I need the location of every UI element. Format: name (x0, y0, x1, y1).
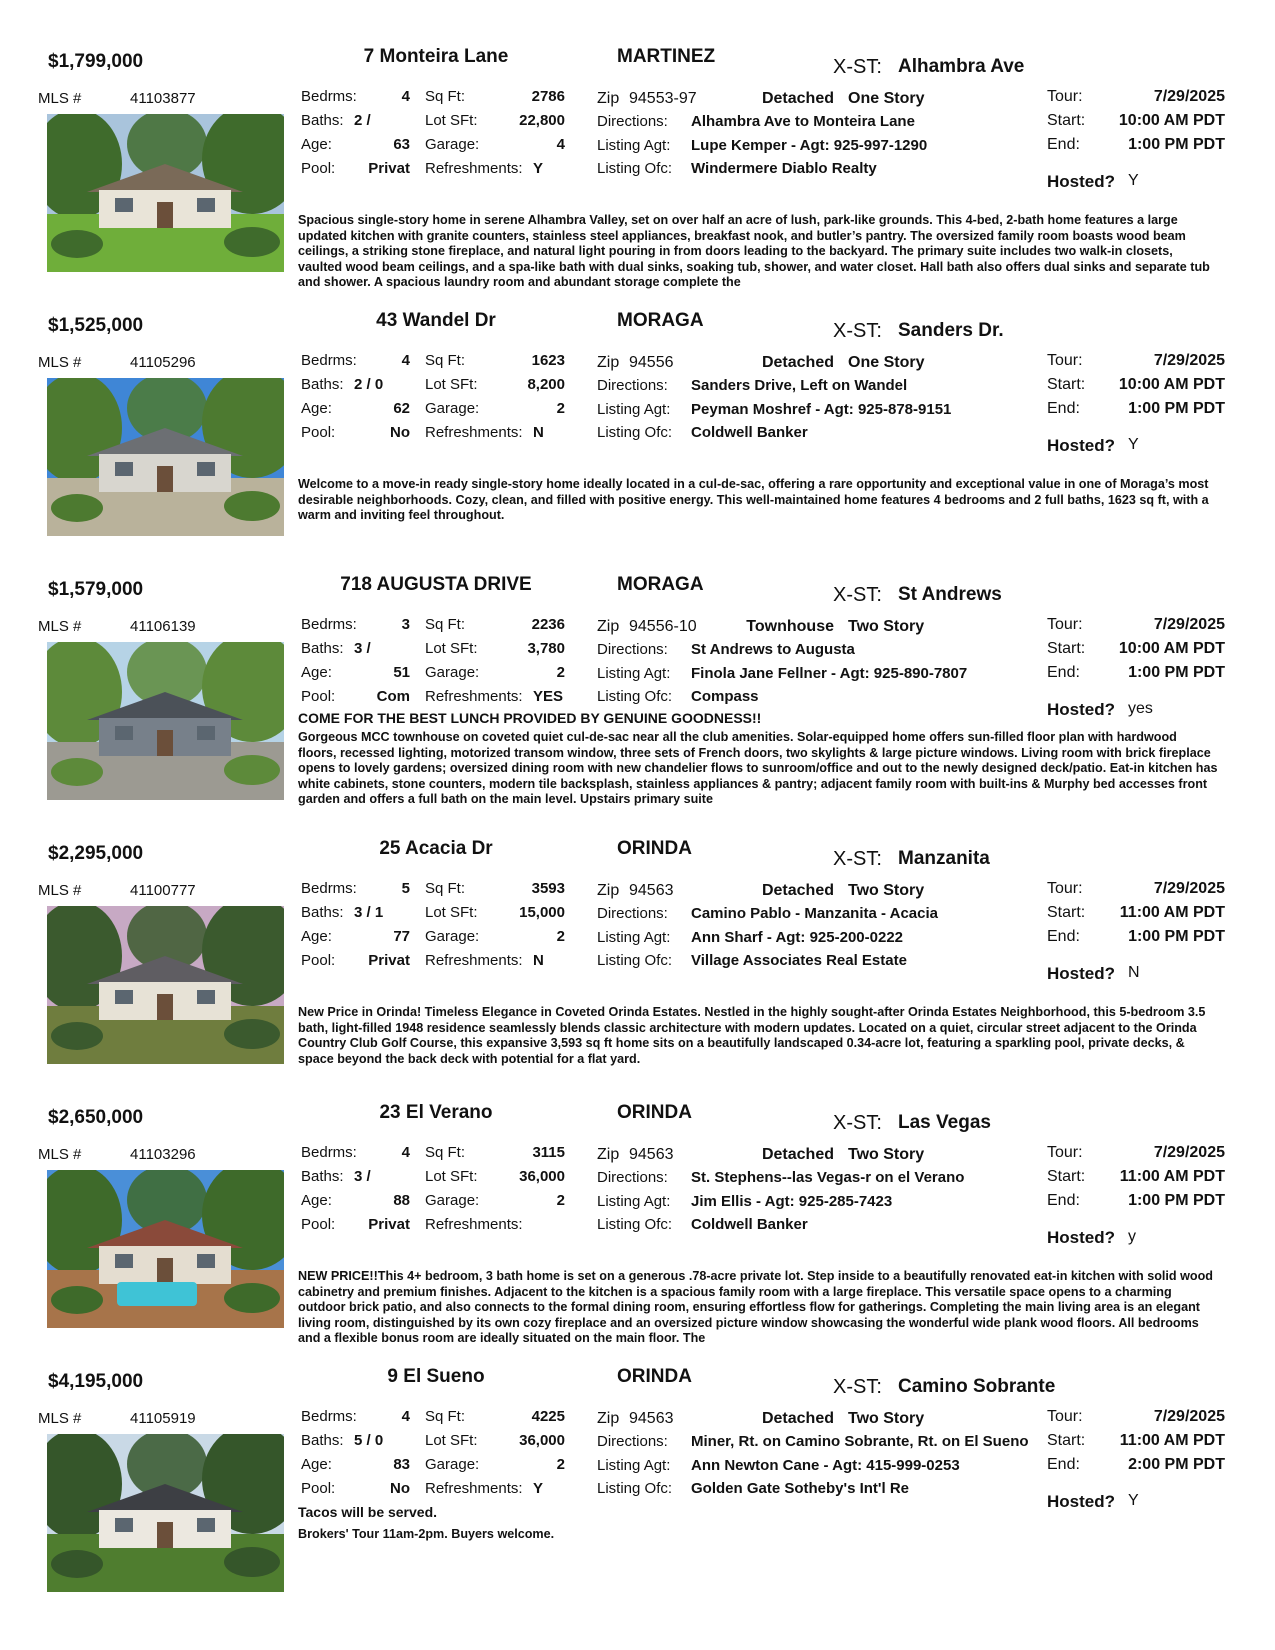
bedrooms-label: Bedrms: (301, 1408, 357, 1425)
zip-label: Zip (597, 618, 620, 635)
pool-label: Pool: (301, 952, 336, 969)
start-label: Start: (1047, 904, 1086, 921)
property-stories: One Story (848, 90, 925, 107)
property-type: Detached (761, 1410, 834, 1427)
listing-block (0, 564, 1275, 824)
lot-sqft-label: Lot SFt: (425, 640, 478, 657)
sqft-label: Sq Ft: (425, 880, 466, 897)
garage-value: 2 (556, 400, 565, 417)
baths-label: Baths: (301, 640, 344, 657)
property-type: Townhouse (746, 618, 834, 635)
zip-value: 94563 (629, 1410, 674, 1427)
zip-label: Zip (597, 1146, 620, 1163)
listing-description: Spacious single-story home in serene Alhambra Valley, set on over half an acre of lush, park-like grounds. This 4-bed, 2-bath home features a large updated kitchen with granite counters, stainless steel appliances, breakfast nook, and butler’s pantry. The oversized family room boasts wood beam ceilings, a striking stone fireplace, and natural light pouring in from doors leading to the backyard. The primary suite includes two walk-in closets, vaulted wood beam ceilings, and a spa-like bath with dual sinks, soaking tub, shower, and water closet. Hall bath also offers dual sinks and separate tub and shower. A spacious laundry room and abundant storage complete the (298, 213, 1210, 290)
lot-sqft-value: 22,800 (519, 112, 565, 129)
house-illustration (47, 378, 284, 536)
age-label: Age: (301, 1192, 332, 1209)
listing-photo (47, 642, 284, 800)
garage-label: Garage: (425, 928, 480, 945)
directions-label: Directions: (597, 905, 668, 922)
pool-value: No (390, 1480, 410, 1497)
cross-street-label: X-ST: (833, 1376, 882, 1398)
pool-shape (117, 1282, 197, 1306)
listing-city: ORINDA (617, 1102, 692, 1123)
listing-description: NEW PRICE!!This 4+ bedroom, 3 bath home is set on a generous .78-acre private lot. Step inside to a beautifully renovated eat-in kitchen with solid wood cabinetry and premium finishes. Adjacent to the kitchen is a spacious family room with a large fireplace. This versatile space opens to a charming outdoor brick patio, and also connects to the formal dining room, ensuring effortless flow for gatherings. Completing the main living area is an elegant living room, distinguished by its own cozy fireplace and an oversized picture window showcasing the wonderful wide plank wood floors. All bedrooms and a flexible bonus room are ideally situated on the main floor. The (298, 1269, 1213, 1346)
listing-agent-label: Listing Agt: (597, 929, 671, 946)
property-type: Detached (761, 354, 834, 371)
listing-office-label: Listing Ofc: (597, 424, 673, 441)
house-illustration (47, 906, 284, 1064)
listing-agent-value: Finola Jane Fellner - Agt: 925-890-7807 (691, 665, 968, 682)
start-time: 10:00 AM PDT (1118, 376, 1225, 393)
directions-value: St. Stephens--las Vegas-r on el Verano (691, 1169, 965, 1186)
directions-value: Camino Pablo - Manzanita - Acacia (691, 905, 938, 922)
tour-date: 7/29/2025 (1153, 880, 1225, 897)
house-illustration (47, 114, 284, 272)
garage-label: Garage: (425, 136, 480, 153)
tour-date: 7/29/2025 (1153, 88, 1225, 105)
property-type: Detached (761, 882, 834, 899)
listing-price: $2,295,000 (48, 843, 144, 864)
baths-label: Baths: (301, 1432, 344, 1449)
listing-office-label: Listing Ofc: (597, 688, 673, 705)
refreshments-label: Refreshments: (425, 160, 523, 177)
sqft-value: 1623 (531, 352, 565, 369)
listing-city: ORINDA (617, 1366, 692, 1387)
pool-value: No (390, 424, 410, 441)
mls-label: MLS # (38, 882, 82, 899)
listing-price: $4,195,000 (48, 1371, 144, 1392)
listing-photo (47, 114, 284, 272)
listing-agent-value: Ann Newton Cane - Agt: 415-999-0253 (691, 1457, 960, 1474)
age-value: 88 (393, 1192, 410, 1209)
end-time: 1:00 PM PDT (1128, 1192, 1225, 1209)
listing-office-value: Golden Gate Sotheby's Int'l Re (691, 1480, 909, 1497)
listing-photo (47, 1434, 284, 1592)
sqft-label: Sq Ft: (425, 1408, 466, 1425)
cross-street-label: X-ST: (833, 56, 882, 78)
listing-office-value: Coldwell Banker (691, 1216, 808, 1233)
property-stories: Two Story (848, 618, 925, 635)
zip-label: Zip (597, 90, 620, 107)
lot-sqft-value: 8,200 (527, 376, 565, 393)
refreshments-value: Y (533, 1480, 544, 1497)
end-label: End: (1047, 400, 1080, 417)
cross-street-value: Manzanita (898, 848, 990, 869)
listing-photo (47, 378, 284, 536)
baths-label: Baths: (301, 376, 344, 393)
refreshments-value: N (533, 952, 544, 969)
property-stories: Two Story (848, 1410, 925, 1427)
refreshments-label: Refreshments: (425, 1480, 523, 1497)
listing-description: Welcome to a move-in ready single-story home ideally located in a cul-de-sac, offering a rare opportunity and exceptional value in one of Moraga’s most desirable neighborhoods. Cozy, clean, and filled with positive energy. This well-maintained home features 4 bedrooms and 2 full baths, 1623 sq ft, with a warm and inviting feel throughout. (298, 477, 1209, 523)
mls-number: 41103296 (130, 1146, 196, 1163)
garage-value: 2 (556, 928, 565, 945)
tour-label: Tour: (1047, 1144, 1083, 1161)
bedrooms-value: 4 (401, 88, 410, 105)
listing-agent-value: Jim Ellis - Agt: 925-285-7423 (691, 1193, 893, 1210)
mls-label: MLS # (38, 1410, 82, 1427)
start-time: 10:00 AM PDT (1118, 112, 1225, 129)
hosted-label: Hosted? (1047, 1228, 1115, 1247)
directions-value: Miner, Rt. on Camino Sobrante, Rt. on El Sueno (691, 1433, 1029, 1450)
pool-label: Pool: (301, 424, 336, 441)
listing-block (0, 1356, 1275, 1616)
listing-office-label: Listing Ofc: (597, 952, 673, 969)
garage-value: 4 (556, 136, 565, 153)
sqft-label: Sq Ft: (425, 352, 466, 369)
house-illustration (47, 1434, 284, 1592)
end-label: End: (1047, 1192, 1080, 1209)
zip-value: 94556 (629, 354, 674, 371)
refreshments-label: Refreshments: (425, 688, 523, 705)
listing-city: MARTINEZ (617, 46, 716, 67)
sqft-label: Sq Ft: (425, 88, 466, 105)
tour-label: Tour: (1047, 352, 1083, 369)
hosted-label: Hosted? (1047, 172, 1115, 191)
house-illustration (47, 642, 284, 800)
tour-date: 7/29/2025 (1153, 1408, 1225, 1425)
age-label: Age: (301, 400, 332, 417)
listing-office-label: Listing Ofc: (597, 1480, 673, 1497)
bedrooms-value: 3 (401, 616, 410, 633)
start-time: 10:00 AM PDT (1118, 640, 1225, 657)
lot-sqft-label: Lot SFt: (425, 376, 478, 393)
listing-remark: Brokers' Tour 11am-2pm. Buyers welcome. (298, 1527, 555, 1541)
zip-label: Zip (597, 354, 620, 371)
refreshments-label: Refreshments: (425, 1216, 523, 1233)
cross-street-value: Alhambra Ave (898, 56, 1025, 77)
cross-street-label: X-ST: (833, 320, 882, 342)
tour-label: Tour: (1047, 880, 1083, 897)
mls-label: MLS # (38, 90, 82, 107)
sqft-value: 2236 (531, 616, 565, 633)
baths-label: Baths: (301, 904, 344, 921)
house-illustration (47, 1170, 284, 1328)
mls-number: 41105919 (130, 1410, 196, 1427)
bedrooms-label: Bedrms: (301, 1144, 357, 1161)
listing-block (0, 300, 1275, 560)
garage-label: Garage: (425, 400, 480, 417)
cross-street-label: X-ST: (833, 1112, 882, 1134)
bedrooms-value: 4 (401, 1144, 410, 1161)
baths-label: Baths: (301, 112, 344, 129)
tour-label: Tour: (1047, 88, 1083, 105)
pool-label: Pool: (301, 688, 336, 705)
listing-photo (47, 906, 284, 1064)
baths-value: 3 / (354, 640, 371, 657)
zip-value: 94563 (629, 1146, 674, 1163)
tour-label: Tour: (1047, 1408, 1083, 1425)
lot-sqft-value: 3,780 (527, 640, 565, 657)
pool-label: Pool: (301, 160, 336, 177)
listing-address: 25 Acacia Dr (379, 838, 493, 859)
property-stories: One Story (848, 354, 925, 371)
start-label: Start: (1047, 1432, 1086, 1449)
lot-sqft-value: 36,000 (519, 1432, 565, 1449)
garage-label: Garage: (425, 1192, 480, 1209)
mls-label: MLS # (38, 618, 82, 635)
zip-label: Zip (597, 882, 620, 899)
end-label: End: (1047, 136, 1080, 153)
lot-sqft-label: Lot SFt: (425, 904, 478, 921)
listing-city: MORAGA (617, 574, 704, 595)
listing-agent-value: Peyman Moshref - Agt: 925-878-9151 (691, 401, 952, 418)
baths-value: 2 / 0 (354, 376, 384, 393)
sqft-value: 2786 (531, 88, 565, 105)
pool-value: Privat (368, 1216, 410, 1233)
mls-number: 41100777 (130, 882, 196, 899)
pool-value: Privat (368, 160, 410, 177)
bedrooms-label: Bedrms: (301, 88, 357, 105)
listing-address: 43 Wandel Dr (376, 310, 496, 331)
garage-label: Garage: (425, 1456, 480, 1473)
listing-agent-label: Listing Agt: (597, 401, 671, 418)
start-time: 11:00 AM PDT (1119, 904, 1225, 921)
sqft-label: Sq Ft: (425, 1144, 466, 1161)
age-label: Age: (301, 928, 332, 945)
tour-date: 7/29/2025 (1153, 352, 1225, 369)
zip-value: 94556-10 (629, 618, 697, 635)
lot-sqft-label: Lot SFt: (425, 112, 478, 129)
start-time: 11:00 AM PDT (1119, 1432, 1225, 1449)
hosted-value: y (1128, 1228, 1136, 1245)
cross-street-value: Camino Sobrante (898, 1376, 1056, 1397)
listing-office-value: Windermere Diablo Realty (691, 160, 877, 177)
mls-number: 41103877 (130, 90, 196, 107)
pool-label: Pool: (301, 1216, 336, 1233)
zip-value: 94563 (629, 882, 674, 899)
hosted-value: Y (1128, 1492, 1139, 1509)
cross-street-label: X-ST: (833, 848, 882, 870)
listing-office-label: Listing Ofc: (597, 1216, 673, 1233)
mls-number: 41105296 (130, 354, 196, 371)
bedrooms-value: 4 (401, 1408, 410, 1425)
refreshments-label: Refreshments: (425, 952, 523, 969)
refreshments-label: Refreshments: (425, 424, 523, 441)
hosted-label: Hosted? (1047, 964, 1115, 983)
end-label: End: (1047, 1456, 1080, 1473)
sqft-value: 3115 (532, 1144, 565, 1161)
listing-address: 9 El Sueno (387, 1366, 485, 1387)
bedrooms-value: 5 (401, 880, 410, 897)
directions-label: Directions: (597, 113, 668, 130)
directions-label: Directions: (597, 641, 668, 658)
pool-value: Privat (368, 952, 410, 969)
zip-label: Zip (597, 1410, 620, 1427)
listing-agent-label: Listing Agt: (597, 1457, 671, 1474)
bedrooms-label: Bedrms: (301, 616, 357, 633)
listing-block (0, 36, 1275, 296)
hosted-label: Hosted? (1047, 1492, 1115, 1511)
listing-block (0, 1092, 1275, 1352)
pool-value: Com (376, 688, 410, 705)
end-label: End: (1047, 928, 1080, 945)
garage-value: 2 (556, 1456, 565, 1473)
lot-sqft-value: 36,000 (519, 1168, 565, 1185)
start-label: Start: (1047, 1168, 1086, 1185)
mls-label: MLS # (38, 354, 82, 371)
refreshments-value: YES (533, 688, 564, 705)
end-time: 1:00 PM PDT (1128, 664, 1225, 681)
age-value: 51 (393, 664, 410, 681)
listing-price: $1,525,000 (48, 315, 144, 336)
cross-street-value: Las Vegas (898, 1112, 991, 1133)
listing-office-value: Compass (691, 688, 759, 705)
end-time: 2:00 PM PDT (1128, 1456, 1225, 1473)
start-time: 11:00 AM PDT (1119, 1168, 1225, 1185)
listing-photo (47, 1170, 284, 1328)
cross-street-value: Sanders Dr. (898, 320, 1004, 341)
start-label: Start: (1047, 640, 1086, 657)
property-stories: Two Story (848, 882, 925, 899)
age-label: Age: (301, 1456, 332, 1473)
directions-label: Directions: (597, 1433, 668, 1450)
listing-price: $1,579,000 (48, 579, 144, 600)
baths-value: 5 / 0 (354, 1432, 384, 1449)
hosted-label: Hosted? (1047, 700, 1115, 719)
listing-office-label: Listing Ofc: (597, 160, 673, 177)
listing-block (0, 828, 1275, 1088)
hosted-value: yes (1128, 700, 1153, 717)
tour-date: 7/29/2025 (1153, 616, 1225, 633)
hosted-value: Y (1128, 436, 1139, 453)
age-label: Age: (301, 664, 332, 681)
cross-street-value: St Andrews (898, 584, 1002, 605)
baths-value: 3 / (354, 1168, 371, 1185)
directions-value: Alhambra Ave to Monteira Lane (691, 113, 915, 130)
age-value: 83 (393, 1456, 410, 1473)
listing-agent-value: Lupe Kemper - Agt: 925-997-1290 (691, 137, 928, 154)
listing-city: ORINDA (617, 838, 692, 859)
garage-value: 2 (556, 1192, 565, 1209)
pool-label: Pool: (301, 1480, 336, 1497)
listing-price: $1,799,000 (48, 51, 144, 72)
directions-label: Directions: (597, 377, 668, 394)
sqft-value: 4225 (531, 1408, 565, 1425)
age-value: 62 (393, 400, 410, 417)
garage-label: Garage: (425, 664, 480, 681)
start-label: Start: (1047, 112, 1086, 129)
end-time: 1:00 PM PDT (1128, 400, 1225, 417)
hosted-value: Y (1128, 172, 1139, 189)
listing-price: $2,650,000 (48, 1107, 144, 1128)
listing-address: 718 AUGUSTA DRIVE (340, 574, 532, 595)
listing-agent-label: Listing Agt: (597, 1193, 671, 1210)
end-label: End: (1047, 664, 1080, 681)
baths-value: 3 / 1 (354, 904, 384, 921)
refreshments-value: Y (533, 160, 544, 177)
hosted-label: Hosted? (1047, 436, 1115, 455)
sqft-value: 3593 (531, 880, 565, 897)
refreshments-value: N (533, 424, 544, 441)
listing-office-value: Coldwell Banker (691, 424, 808, 441)
mls-label: MLS # (38, 1146, 82, 1163)
property-stories: Two Story (848, 1146, 925, 1163)
property-type: Detached (761, 90, 834, 107)
bedrooms-value: 4 (401, 352, 410, 369)
listing-address: 7 Monteira Lane (363, 46, 509, 67)
tour-date: 7/29/2025 (1153, 1144, 1225, 1161)
property-type: Detached (761, 1146, 834, 1163)
listing-description: New Price in Orinda! Timeless Elegance in Coveted Orinda Estates. Nestled in the highly sought-after Orinda Estates Neighborhood, this 5-bedroom 3.5 bath, light-filled 1948 residence seamlessly blends classic architecture with modern updates. Located on a quiet, circular street adjacent to the Orinda Country Club Golf Course, this expansive 3,593 sq ft home sits on a beautifully landscaped 0.34-acre lot, featuring a sparkling pool, private decks, & space beyond the back deck with potential for a flat yard. (298, 1005, 1206, 1066)
baths-value: 2 / (354, 112, 371, 129)
directions-label: Directions: (597, 1169, 668, 1186)
listing-remark: Tacos will be served. (298, 1504, 438, 1520)
end-time: 1:00 PM PDT (1128, 136, 1225, 153)
lot-sqft-label: Lot SFt: (425, 1432, 478, 1449)
listing-description: Gorgeous MCC townhouse on coveted quiet cul-de-sac near all the club amenities. Solar-equipped home offers sun-filled floor plan with hardwood floors, recessed lighting, motorized transom window, three sets of French doors, two skylights & large picture windows. Living room with brick fireplace opens to lovely gardens; oversized dining room with new chandelier flows to sunroom/office and out to the newly designed deck/patio. Eat-in kitchen has white cabinets, stone counters, modern tile backsplash, stainless appliances & pantry; adjacent family room with built-ins & Murphy bed accesses front garden and offers a full bath on the main level. Upstairs primary suite (298, 730, 1218, 807)
tour-label: Tour: (1047, 616, 1083, 633)
age-value: 63 (393, 136, 410, 153)
listing-agent-label: Listing Agt: (597, 137, 671, 154)
directions-value: St Andrews to Augusta (691, 641, 855, 658)
bedrooms-label: Bedrms: (301, 880, 357, 897)
listing-office-value: Village Associates Real Estate (691, 952, 907, 969)
directions-value: Sanders Drive, Left on Wandel (691, 377, 908, 394)
end-time: 1:00 PM PDT (1128, 928, 1225, 945)
listing-address: 23 El Verano (379, 1102, 493, 1123)
sqft-label: Sq Ft: (425, 616, 466, 633)
baths-label: Baths: (301, 1168, 344, 1185)
mls-number: 41106139 (130, 618, 196, 635)
hosted-value: N (1128, 964, 1140, 981)
garage-value: 2 (556, 664, 565, 681)
lot-sqft-label: Lot SFt: (425, 1168, 478, 1185)
cross-street-label: X-ST: (833, 584, 882, 606)
bedrooms-label: Bedrms: (301, 352, 357, 369)
age-label: Age: (301, 136, 332, 153)
lot-sqft-value: 15,000 (519, 904, 565, 921)
age-value: 77 (393, 928, 410, 945)
zip-value: 94553-97 (629, 90, 697, 107)
listing-remark: COME FOR THE BEST LUNCH PROVIDED BY GENUINE GOODNESS!! (298, 710, 762, 726)
listing-city: MORAGA (617, 310, 704, 331)
listing-agent-label: Listing Agt: (597, 665, 671, 682)
start-label: Start: (1047, 376, 1086, 393)
listing-agent-value: Ann Sharf - Agt: 925-200-0222 (691, 929, 904, 946)
